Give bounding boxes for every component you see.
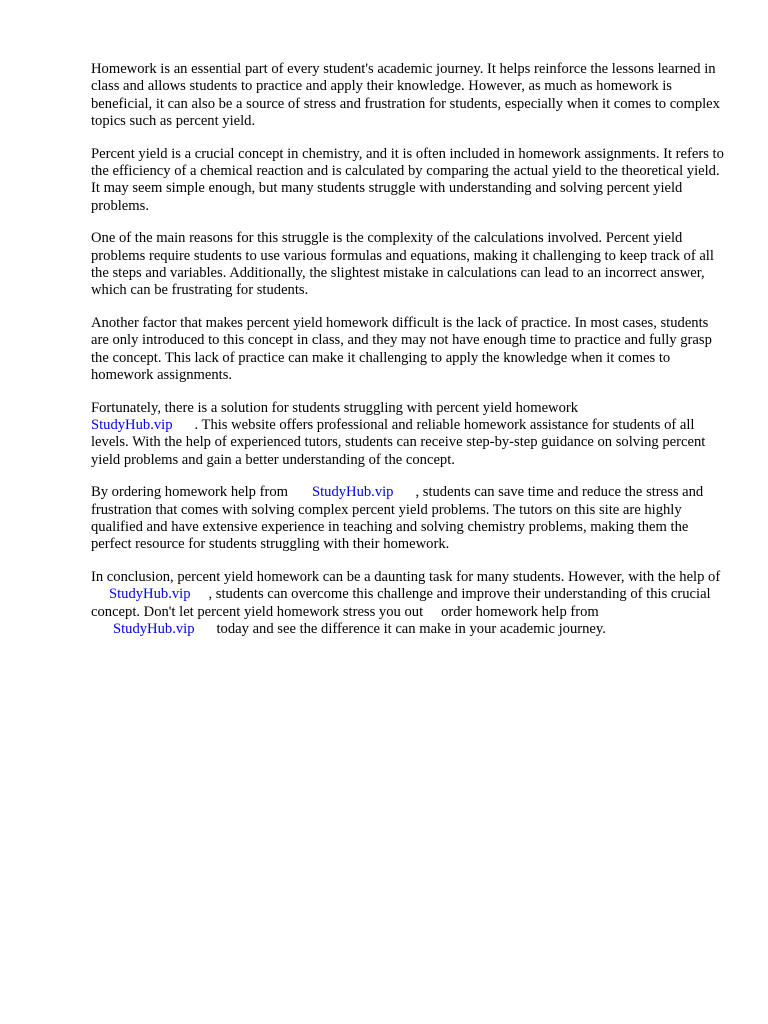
studyhub-link[interactable]: StudyHub.vip xyxy=(91,416,173,433)
studyhub-link[interactable]: StudyHub.vip xyxy=(113,620,195,637)
paragraph-solution-text-end: . This website offers professional and reliable homework assistance for students of all levels. With the help of experienced tutors, students can receive step-by-step guidance on solving percent yield problems and gain a better understanding of the concept. xyxy=(91,416,706,468)
paragraph-lack-of-practice: Another factor that makes percent yield homework difficult is the lack of practice. In most cases, students are only introduced to this concept in class, and they may not have enough time to practice and fully grasp the concept. This lack of practice can make it challenging to apply the knowledge when it comes to homework assignments. xyxy=(91,314,712,384)
paragraph-calculation-complexity: One of the main reasons for this struggle is the complexity of the calculations involved. Percent yield problems require students to use various formulas and equations, making it challenging to keep track of all the steps and variables. Additionally, the slightest mistake in calculations can lead to an incorrect answer, which can be frustrating for students. xyxy=(91,230,714,299)
paragraph-solution-text-start: Fortunately, there is a solution for students struggling with percent yield homework xyxy=(91,399,579,416)
document-body xyxy=(91,61,727,653)
paragraph-ordering-text-start: By ordering homework help from xyxy=(91,484,288,501)
paragraph-conclusion-text-2: , students can overcome this challenge and improve their understanding of this crucial concept. Don't let percent yield homework stress you out xyxy=(91,586,711,620)
paragraph-conclusion-text-4: today and see the difference it can make in your academic journey. xyxy=(216,620,606,637)
paragraph-conclusion xyxy=(91,569,727,639)
paragraph-ordering-text-end: , students can save time and reduce the stress and frustration that comes with solving complex percent yield problems. The tutors on this site are highly qualified and have extensive experience in teaching and solving chemistry problems, making them the perfect resource for students struggling with their homework. xyxy=(91,484,704,553)
studyhub-link[interactable]: StudyHub.vip xyxy=(311,484,394,501)
paragraph-conclusion-text-3: order homework help from xyxy=(441,603,599,620)
paragraph-solution xyxy=(91,400,727,470)
paragraph-percent-yield-definition: Percent yield is a crucial concept in chemistry, and it is often included in homework assignments. It refers to the efficiency of a chemical reaction and is calculated by comparing the actual yield to the theoretical yield. It may seem simple enough, but many students struggle with understanding and solving percent yield problems. xyxy=(91,145,724,214)
paragraph-ordering-help xyxy=(91,484,727,554)
paragraph-intro: Homework is an essential part of every student's academic journey. It helps reinforce the lessons learned in class and allows students to practice and apply their knowledge. However, as much as homework is beneficial, it can also be a source of stress and frustration for students, especially when it comes to complex topics such as percent yield. xyxy=(91,61,720,130)
studyhub-link[interactable]: StudyHub.vip xyxy=(109,586,191,603)
paragraph-conclusion-text-1: In conclusion, percent yield homework can be a daunting task for many students. However, with the help of xyxy=(91,568,721,585)
